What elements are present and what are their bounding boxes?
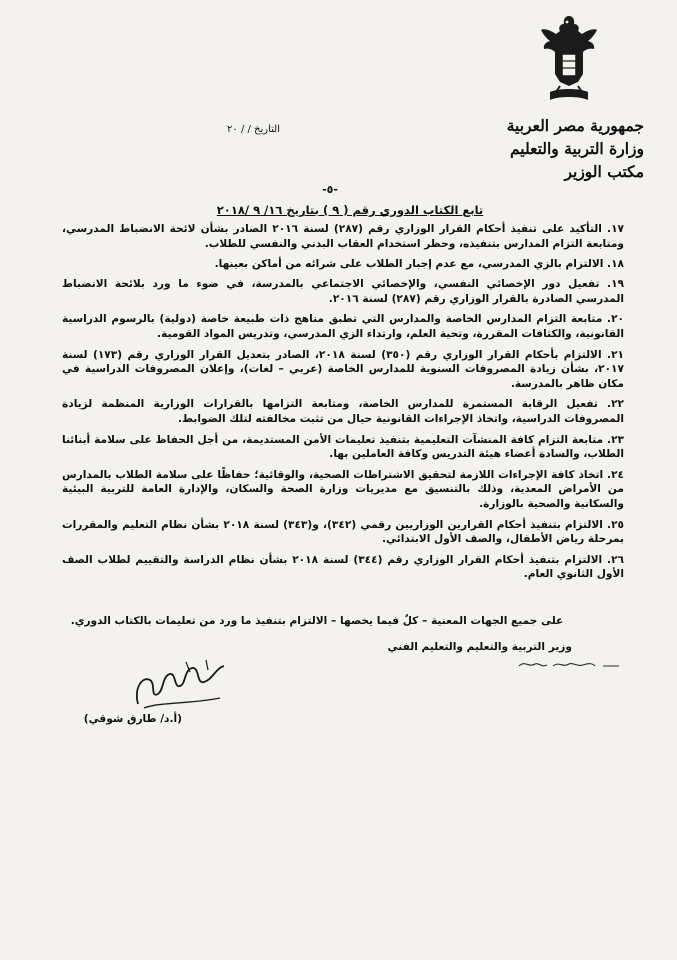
list-item: ٢٣. متابعة التزام كافة المنشآت التعليمية بتنفيذ تعليمات الأمن المستديمة، من أجل الحفاظ على سلامة أبنائنا الطلاب، والسادة أعضاء هيئة التدريس وكافة العاملين بها. [62, 433, 624, 461]
eagle-emblem-icon [538, 12, 600, 108]
list-item: ١٨. الالتزام بالزي المدرسي، مع عدم إجبار الطلاب على شرائه من أماكن بعينها. [214, 258, 624, 271]
ministry-line: جمهورية مصر العربية [506, 116, 644, 135]
list-item: ٢٢. تفعيل الرقابة المستمرة للمدارس الخاصة، ومتابعة التزامها بالقرارات الوزارية المنظمة لزيادة المصروفات الدراسية، واتخاذ الإجراءات القانونية حيال من تثبت مخالفته لتلك الضوابط. [62, 398, 624, 426]
circular-reference-title: تابع الكتاب الدوري رقم ( ٩ ) بتاريخ ١٦/ ٩ /٢٠١٨ [216, 203, 484, 217]
minister-name: (أ.د/ طارق شوقي) [83, 713, 182, 725]
ministry-line: وزارة التربية والتعليم [509, 139, 644, 158]
list-item: ٢٠. متابعة التزام المدارس الخاصة والمدارس التي تطبق مناهج ذات طبيعة خاصة (دولية) بالرسوم الدراسية القانونية، والكثافات المقررة، وتحية العلم، وارتداء الزي المدرسي، وتدريس المواد القومية. [62, 313, 624, 341]
directives-list [62, 222, 624, 588]
list-item: ٢٤. اتخاذ كافة الإجراءات اللازمة لتحقيق الاشتراطات الصحية، والوقائية؛ حفاظًا على سلامة الطلاب بالمدارس من الأمراض المعدية، وذلك بالتنسيق مع مديريات وزارة الصحة والسكان، والإدارة العامة للتربية البيئية والسكانية والصحية بالوزارة. [62, 468, 624, 511]
minister-title: وزير التربية والتعليم والتعليم الفني [387, 641, 572, 653]
list-item: ١٩. تفعيل دور الإخصائي النفسي، والإخصائي الاجتماعي بالمدرسة، في ضوء ما ورد بلائحة الانضباط المدرسي الصادرة بالقرار الوزاري رقم (٢٨٧) لسنة ٢٠١٦. [62, 278, 624, 306]
list-item: ٢١. الالتزام بأحكام القرار الوزاري رقم (٣٥٠) لسنة ٢٠١٨، الصادر بتعديل القرار الوزاري رقم (١٧٣) لسنة ٢٠١٧، بشأن زيادة المصروفات السنوية للمدارس الخاصة (عربي – لغات)، وإعلان المصروفات الدراسية في مكان ظاهر بالمدرسة. [62, 348, 624, 391]
list-item: ١٧. التأكيد على تنفيذ أحكام القرار الوزاري رقم (٢٨٧) لسنة ٢٠١٦ الصادر بشأن لائحة الانضباط المدرسي، ومتابعة التزام المدارس بتنفيذه، وحظر استخدام العقاب البدني والنفسي للطلاب. [62, 223, 624, 250]
ministry-line: مكتب الوزير [564, 162, 644, 181]
date-line: التاريخ / / ٢٠ [227, 124, 280, 135]
list-item: ٢٦. الالتزام بتنفيذ أحكام القرار الوزاري رقم (٣٤٤) لسنة ٢٠١٨ بشأن نظام الدراسة والتقييم لطلاب الصف الأول الثانوي العام. [62, 553, 624, 581]
ministry-header [424, 114, 644, 183]
minister-signature [120, 658, 240, 716]
handwritten-initials [515, 656, 625, 672]
closing-statement: على جميع الجهات المعنية – كلٌ فيما يخصها – الالتزام بتنفيذ ما ورد من تعليمات بالكتاب الدوري. [70, 615, 564, 627]
page-number: -٥- [322, 183, 338, 196]
list-item: ٢٥. الالتزام بتنفيذ أحكام القرارين الوزاريين رقمي (٣٤٢)، و(٣٤٣) لسنة ٢٠١٨ بشأن نظام التعليم والمقررات بمرحلة رياض الأطفال، والصف الأول الابتدائي. [62, 518, 625, 546]
